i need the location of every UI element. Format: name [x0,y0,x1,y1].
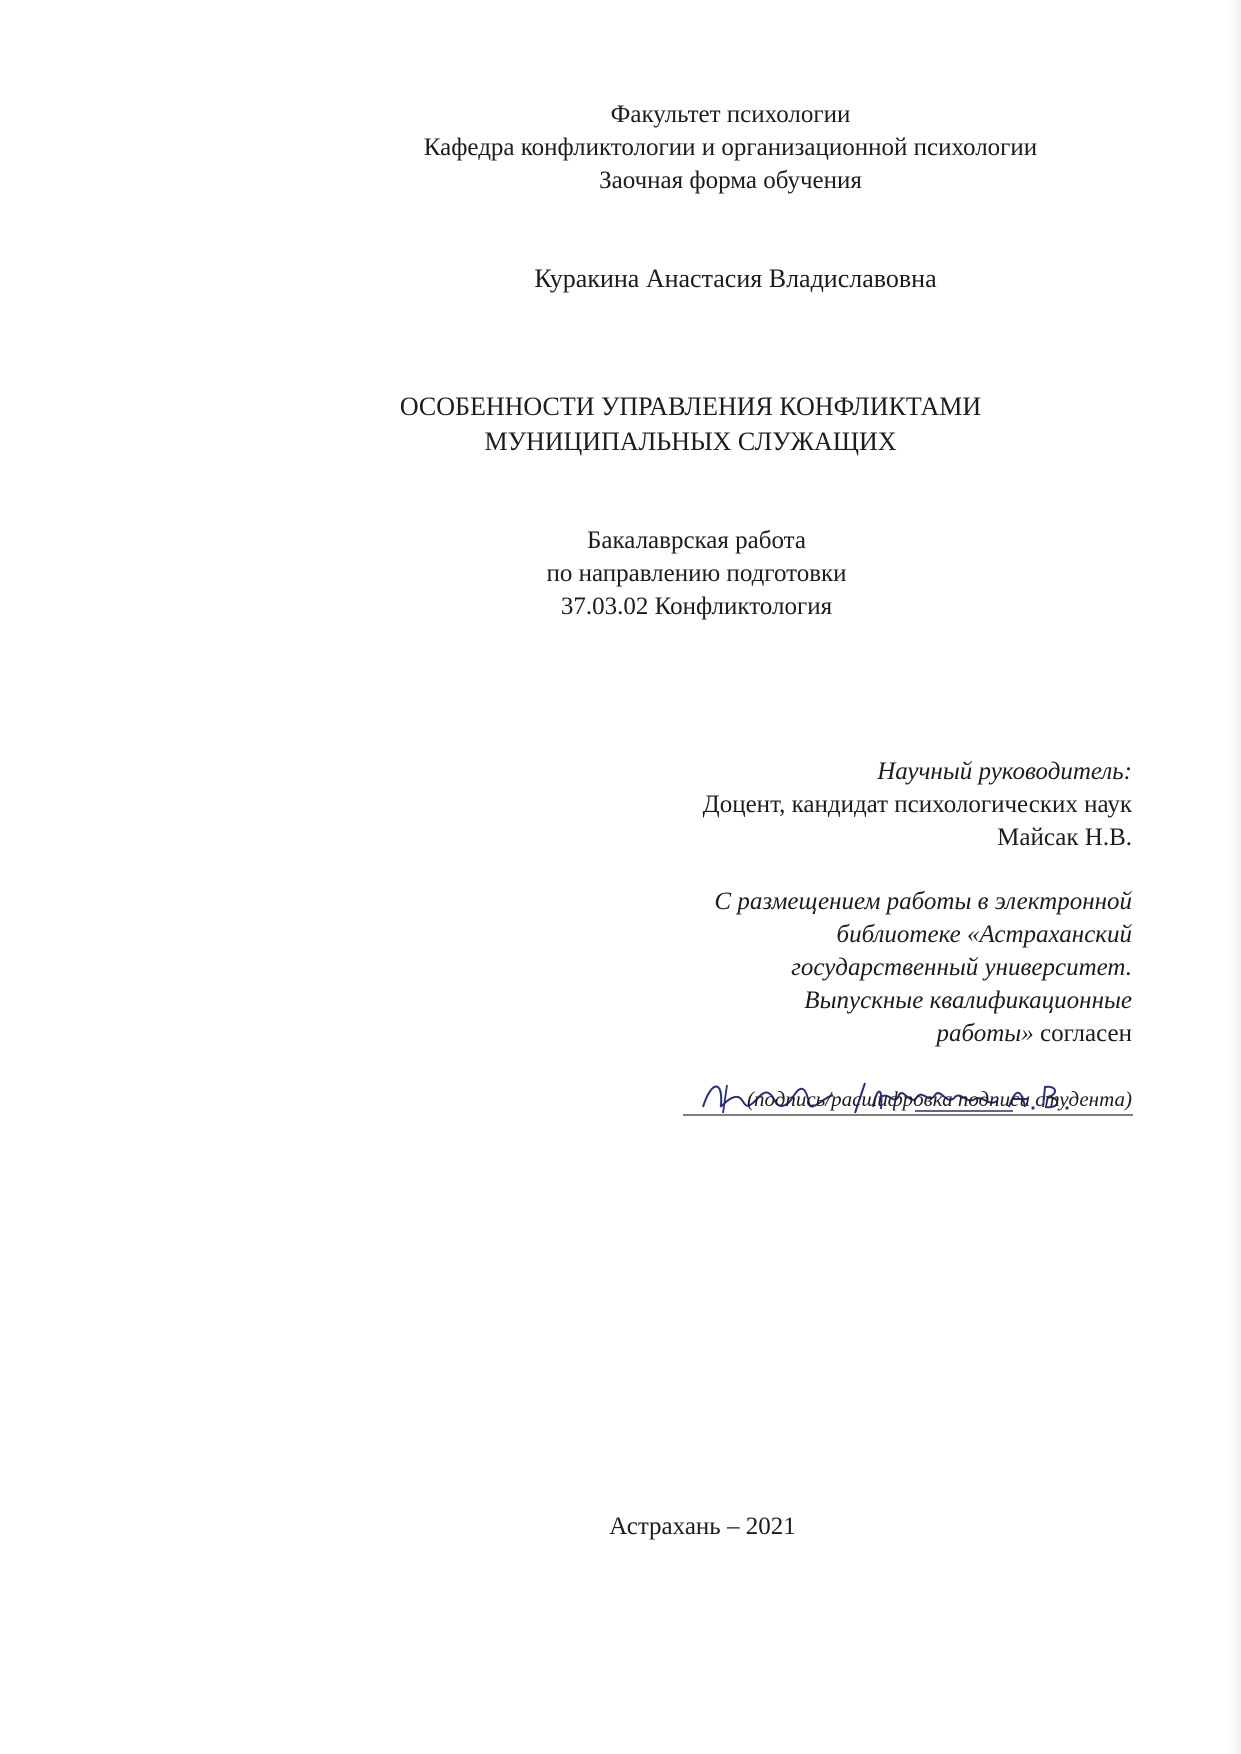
signature-caption: (подпись/расшифровка подписи студента) [747,1087,1132,1111]
consent-line-5-rest: согласен [1033,1020,1132,1047]
supervisor-name: Майсак Н.В. [997,824,1132,851]
work-direction: по направлению подготовки [546,560,847,587]
faculty-name: Факультет психологии [610,101,851,128]
work-description [76,524,1241,623]
institution-header [110,98,1241,197]
department-name: Кафедра конфликтологии и организационной психологии [423,134,1038,161]
work-type: Бакалаврская работа [587,527,806,554]
supervisor-label: Научный руководитель: [877,758,1132,785]
consent-line-4: Выпускные квалификационные [804,987,1132,1014]
thesis-title-line-2: МУНИЦИПАЛЬНЫХ СЛУЖАЩИХ [484,427,897,456]
thesis-title-line-1: ОСОБЕННОСТИ УПРАВЛЕНИЯ КОНФЛИКТАМИ [399,392,982,421]
consent-line-5-italic: работы» [936,1020,1034,1047]
consent-line-5 [714,1017,1132,1050]
author-name: Куракина Анастасия Владиславовна [534,264,937,293]
supervisor-position: Доцент, кандидат психологических наук [702,791,1132,818]
city-year: Астрахань – 2021 [609,1513,796,1540]
work-program: 37.03.02 Конфликтология [560,593,833,620]
consent-line-2: библиотеке «Астраханский [836,921,1132,948]
consent-line-1: С размещением работы в электронной [714,888,1132,915]
consent-block [714,885,1132,1050]
study-form: Заочная форма обучения [599,167,862,194]
supervisor-block [703,755,1132,854]
consent-line-3: государственный университет. [791,954,1132,981]
thesis-title [70,389,1241,459]
